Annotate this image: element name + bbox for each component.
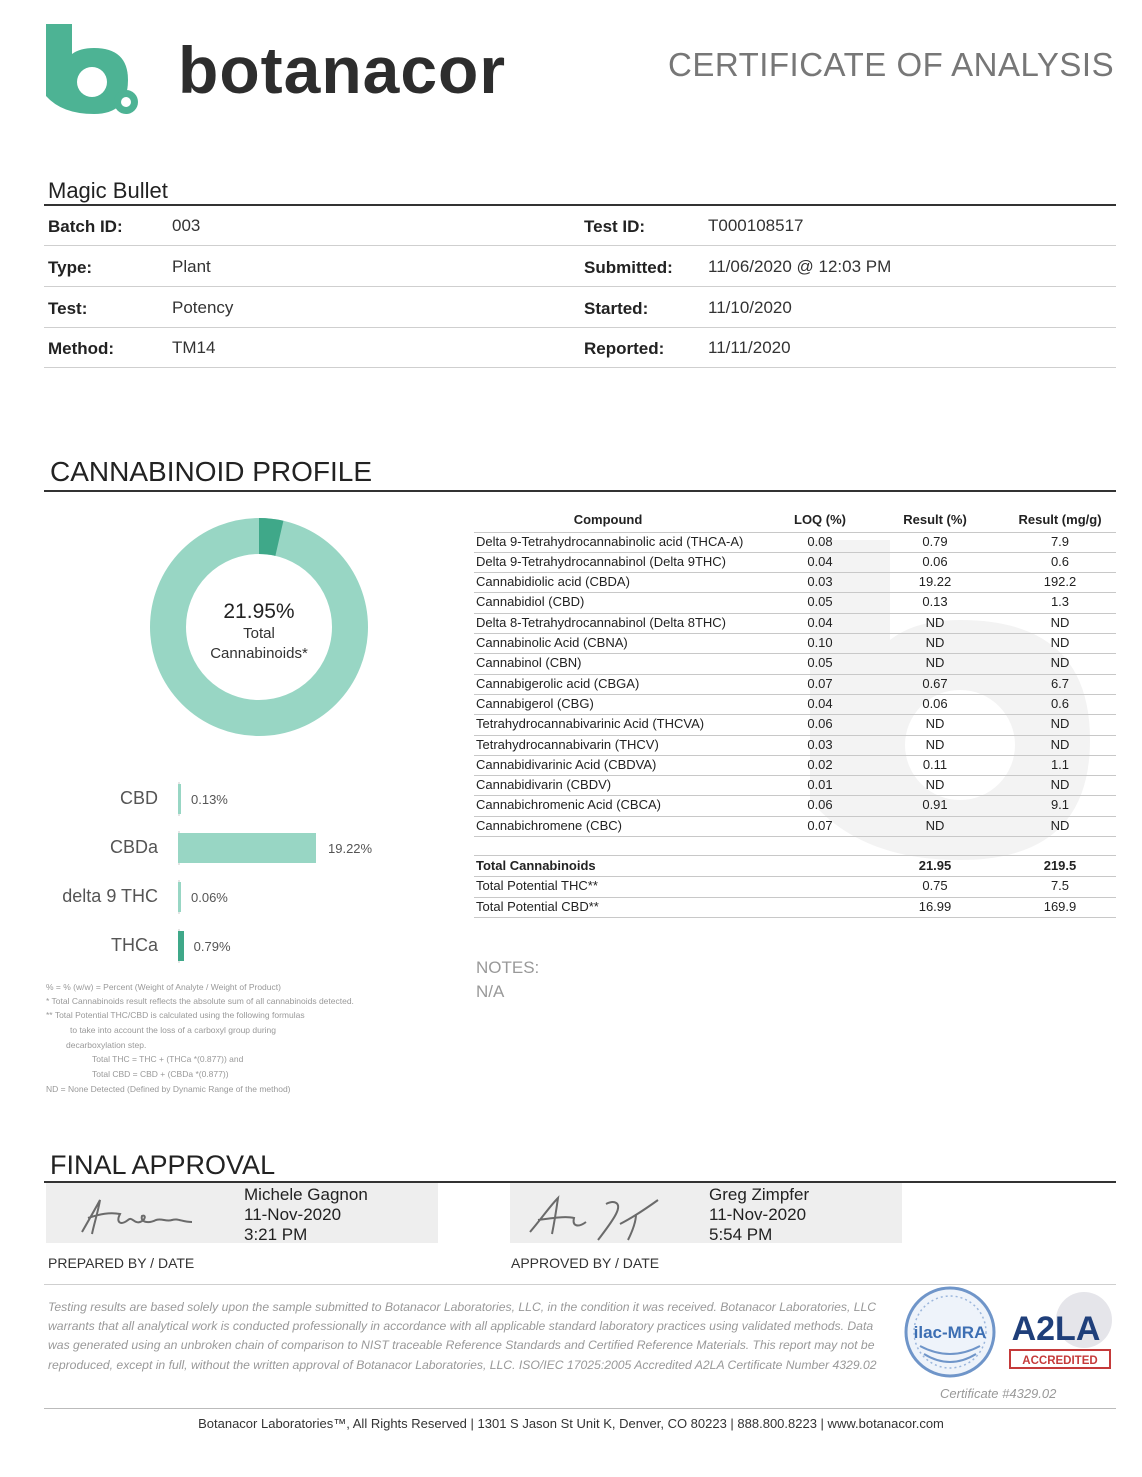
compound-name-cell: Total Potential CBD** bbox=[476, 898, 599, 914]
footnote: Total CBD = CBD + (CBDa *(0.877)) bbox=[92, 1069, 229, 1079]
table-row-divider bbox=[474, 855, 1116, 856]
compound-name-cell: Cannabigerolic acid (CBGA) bbox=[476, 675, 640, 691]
ilac-text: ilac-MRA bbox=[913, 1323, 987, 1342]
started-value: 11/10/2020 bbox=[708, 298, 792, 317]
table-cell: 0.06 bbox=[807, 716, 833, 732]
table-cell: ND bbox=[925, 736, 945, 752]
compound-name-cell: Cannabichromenic Acid (CBCA) bbox=[476, 797, 661, 813]
test-id-value: T000108517 bbox=[708, 216, 804, 235]
bar-value-thca: 0.79% bbox=[193, 939, 231, 954]
table-row-divider bbox=[474, 572, 1116, 573]
table-cell: ND bbox=[925, 614, 945, 630]
table-cell: ND bbox=[925, 716, 945, 732]
prepared-date: 11-Nov-2020 bbox=[244, 1205, 342, 1224]
method-value: TM14 bbox=[172, 338, 216, 357]
brand-name: botanacor bbox=[178, 33, 507, 107]
started-label: Started: bbox=[584, 299, 649, 318]
footnote: Total THC = THC + (THCa *(0.877)) and bbox=[92, 1054, 244, 1064]
table-cell: 19.22 bbox=[918, 574, 952, 590]
table-row-divider bbox=[474, 836, 1116, 837]
donut-label-cannabinoids: Cannabinoids* bbox=[210, 645, 308, 662]
legal-disclaimer: Testing results are based solely upon the sample submitted to Botanacor Laboratories, LLC, in the condition it was received. Botanacor Laboratories, LLC warrants that all analytical work is conducted professionally in accordance with all applicable standard laboratory practices using validated methods. Data was generated using an unbroken chain of comparison to NIST traceable Reference Standards and Certified Reference Materials. This report may not be reproduced, except in full, without the written approval of Botanacor Laboratories, LLC. ISO/IEC 17025:2005 Accredited A2LA Certificate Number 4329.02 bbox=[48, 1300, 877, 1372]
footnote: % = % (w/w) = Percent (Weight of Analyte / Weight of Product) bbox=[46, 982, 281, 992]
table-row-divider bbox=[474, 592, 1116, 593]
table-row-divider bbox=[474, 674, 1116, 675]
table-cell: 21.95 bbox=[918, 858, 952, 873]
table-cell: 0.03 bbox=[807, 574, 833, 590]
bar-label-delta9thc: delta 9 THC bbox=[62, 886, 158, 906]
compound-name-cell: Delta 8-Tetrahydrocannabinol (Delta 8THC) bbox=[476, 614, 727, 630]
table-row-divider bbox=[474, 532, 1116, 533]
bar-delta9thc bbox=[178, 882, 181, 912]
a2la-text: A2LA bbox=[1011, 1310, 1101, 1348]
bar-value-cbd: 0.13% bbox=[191, 792, 228, 807]
notes-value: N/A bbox=[476, 982, 505, 1001]
table-cell: 169.9 bbox=[1043, 898, 1077, 914]
bar-label-thca: THCa bbox=[110, 935, 158, 955]
bar-label-cbd: CBD bbox=[119, 788, 158, 808]
table-header-cell: Compound bbox=[573, 512, 643, 527]
reported-value: 11/11/2020 bbox=[708, 338, 791, 357]
bar-cbd bbox=[178, 784, 181, 814]
table-cell: ND bbox=[1050, 777, 1070, 793]
approved-by-name: Greg Zimpfer bbox=[709, 1185, 810, 1204]
footnote: * Total Cannabinoids result reflects the absolute sum of all cannabinoids detected. bbox=[46, 996, 354, 1006]
compound-name-cell: Total Cannabinoids bbox=[476, 858, 596, 873]
compound-name-cell: Cannabidiol (CBD) bbox=[476, 594, 585, 610]
table-cell: 192.2 bbox=[1043, 574, 1077, 590]
table-cell: 0.10 bbox=[807, 635, 833, 650]
product-name: Magic Bullet bbox=[48, 178, 168, 203]
table-cell: 16.99 bbox=[918, 898, 952, 914]
prepared-time: 3:21 PM bbox=[244, 1225, 308, 1244]
table-cell: ND bbox=[1050, 716, 1070, 732]
table-cell: 0.91 bbox=[922, 797, 948, 813]
table-row-divider bbox=[474, 694, 1116, 695]
info-row-divider bbox=[44, 367, 1116, 368]
table-cell: 0.01 bbox=[807, 777, 833, 793]
table-row-divider bbox=[474, 816, 1116, 817]
accredited-text: ACCREDITED bbox=[1022, 1355, 1098, 1367]
botanacor-logo-icon bbox=[42, 22, 142, 118]
compound-name-cell: Cannabichromene (CBC) bbox=[476, 817, 622, 833]
test-value: Potency bbox=[172, 298, 234, 317]
table-cell: 0.06 bbox=[922, 695, 948, 711]
submitted-value: 11/06/2020 @ 12:03 PM bbox=[708, 257, 892, 276]
bar-cbda bbox=[178, 833, 316, 863]
table-row-divider bbox=[474, 613, 1116, 614]
table-cell: ND bbox=[1050, 817, 1070, 833]
footer-text: Botanacor Laboratories™, All Rights Reserved | 1301 S Jason St Unit K, Denver, CO 80223 | 888.800.8223 | www.botanacor.com bbox=[198, 1416, 944, 1431]
info-top-rule bbox=[44, 204, 1116, 206]
table-cell: 0.13 bbox=[922, 594, 948, 610]
reported-label: Reported: bbox=[584, 339, 665, 358]
table-cell: 1.1 bbox=[1050, 756, 1070, 772]
table-cell: ND bbox=[925, 635, 945, 650]
table-header-cell: Result (mg/g) bbox=[1018, 512, 1102, 527]
info-row-divider bbox=[44, 286, 1116, 287]
compound-name-cell: Cannabidiolic acid (CBDA) bbox=[476, 574, 630, 590]
info-row-divider bbox=[44, 327, 1116, 328]
table-cell: 1.3 bbox=[1050, 594, 1070, 610]
table-row-divider bbox=[474, 735, 1116, 736]
prepared-signature-icon bbox=[76, 1192, 200, 1240]
ilac-mra-badge-icon bbox=[900, 1284, 1000, 1380]
donut-total-percent: 21.95% bbox=[223, 600, 295, 623]
table-cell: 7.5 bbox=[1050, 878, 1070, 894]
type-label: Type: bbox=[48, 258, 93, 277]
info-row-divider bbox=[44, 245, 1116, 246]
table-header-cell: Result (%) bbox=[903, 512, 967, 527]
table-row-divider bbox=[474, 876, 1116, 877]
approved-date: 11-Nov-2020 bbox=[709, 1205, 807, 1224]
table-cell: 0.05 bbox=[807, 655, 833, 671]
table-cell: ND bbox=[925, 817, 945, 833]
table-cell: ND bbox=[1050, 614, 1070, 630]
table-cell: 0.6 bbox=[1050, 553, 1070, 569]
table-cell: 0.08 bbox=[807, 533, 833, 549]
table-row-divider bbox=[474, 552, 1116, 553]
table-header-cell: LOQ (%) bbox=[794, 512, 846, 527]
bar-value-cbda: 19.22% bbox=[328, 841, 373, 856]
type-value: Plant bbox=[172, 257, 211, 276]
table-cell: 0.07 bbox=[807, 817, 833, 833]
table-row-divider bbox=[474, 653, 1116, 654]
table-cell: 0.04 bbox=[807, 695, 833, 711]
table-cell: ND bbox=[925, 777, 945, 793]
submitted-label: Submitted: bbox=[584, 258, 673, 277]
footnote: ND = None Detected (Defined by Dynamic Range of the method) bbox=[46, 1084, 291, 1094]
batch-id-label: Batch ID: bbox=[48, 217, 123, 236]
table-cell: 0.06 bbox=[922, 553, 948, 569]
footnote: ** Total Potential THC/CBD is calculated using the following formulas bbox=[46, 1010, 305, 1020]
table-cell: 0.04 bbox=[807, 614, 833, 630]
compound-name-cell: Delta 9-Tetrahydrocannabinolic acid (THCA-A) bbox=[476, 533, 744, 549]
table-row-divider bbox=[474, 917, 1116, 918]
table-cell: 0.06 bbox=[807, 797, 833, 813]
donut-label-total: Total bbox=[243, 625, 275, 642]
table-cell: 0.6 bbox=[1050, 695, 1070, 711]
approved-signature-icon bbox=[524, 1188, 674, 1244]
table-cell: 6.7 bbox=[1050, 675, 1070, 691]
donut-center-label bbox=[150, 600, 368, 664]
bar-value-delta9thc: 0.06% bbox=[191, 890, 228, 905]
compound-name-cell: Delta 9-Tetrahydrocannabinol (Delta 9THC) bbox=[476, 553, 727, 569]
footnote: to take into account the loss of a carboxyl group during bbox=[70, 1025, 277, 1035]
table-cell: 0.05 bbox=[807, 594, 833, 610]
table-cell: 0.11 bbox=[922, 756, 948, 772]
compound-name-cell: Cannabinol (CBN) bbox=[476, 655, 582, 671]
final-approval-heading: FINAL APPROVAL bbox=[50, 1150, 276, 1180]
table-cell: 0.67 bbox=[922, 675, 948, 691]
batch-id-value: 003 bbox=[172, 216, 201, 235]
table-row-divider bbox=[474, 775, 1116, 776]
bar-label-cbda: CBDa bbox=[109, 837, 158, 857]
table-cell: 219.5 bbox=[1043, 858, 1077, 873]
compound-name-cell: Total Potential THC** bbox=[476, 878, 598, 894]
approved-time: 5:54 PM bbox=[709, 1225, 773, 1244]
compound-name-cell: Tetrahydrocannabivarinic Acid (THCVA) bbox=[476, 716, 705, 732]
table-cell: 9.1 bbox=[1050, 797, 1070, 813]
method-label: Method: bbox=[48, 339, 115, 358]
compound-name-cell: Cannabidivarinic Acid (CBDVA) bbox=[476, 756, 657, 772]
table-cell: 0.02 bbox=[807, 756, 833, 772]
profile-heading-rule bbox=[44, 490, 1116, 492]
footnote: decarboxylation step. bbox=[66, 1040, 147, 1050]
test-label: Test: bbox=[48, 299, 88, 318]
test-id-label: Test ID: bbox=[584, 217, 646, 236]
table-row-divider bbox=[474, 714, 1116, 715]
table-cell: ND bbox=[925, 655, 945, 671]
bar-thca bbox=[178, 931, 184, 961]
table-row-divider bbox=[474, 633, 1116, 634]
table-cell: 7.9 bbox=[1050, 533, 1070, 549]
table-row-divider bbox=[474, 897, 1116, 898]
a2la-accredited-badge-icon bbox=[1004, 1290, 1116, 1374]
table-cell: 0.03 bbox=[807, 736, 833, 752]
table-cell: ND bbox=[1050, 635, 1070, 650]
table-cell: ND bbox=[1050, 655, 1070, 671]
table-cell: 0.79 bbox=[922, 533, 948, 549]
compound-name-cell: Tetrahydrocannabivarin (THCV) bbox=[476, 736, 659, 752]
compound-name-cell: Cannabidivarin (CBDV) bbox=[476, 777, 612, 793]
table-cell: 0.75 bbox=[922, 878, 948, 894]
compound-name-cell: Cannabigerol (CBG) bbox=[476, 695, 594, 711]
compound-name-cell: Cannabinolic Acid (CBNA) bbox=[476, 635, 628, 650]
document-title: CERTIFICATE OF ANALYSIS bbox=[668, 46, 1115, 83]
prepared-by-caption: PREPARED BY / DATE bbox=[48, 1255, 195, 1271]
table-cell: 0.07 bbox=[807, 675, 833, 691]
certificate-number: Certificate #4329.02 bbox=[940, 1386, 1057, 1401]
approved-by-caption: APPROVED BY / DATE bbox=[511, 1255, 660, 1271]
table-row-divider bbox=[474, 755, 1116, 756]
notes-label: NOTES: bbox=[476, 958, 540, 977]
table-row-divider bbox=[474, 795, 1116, 796]
prepared-by-name: Michele Gagnon bbox=[244, 1185, 368, 1204]
table-cell: ND bbox=[1050, 736, 1070, 752]
footer-rule bbox=[44, 1408, 1116, 1409]
table-cell: 0.04 bbox=[807, 553, 833, 569]
cannabinoid-profile-heading: CANNABINOID PROFILE bbox=[50, 456, 373, 487]
